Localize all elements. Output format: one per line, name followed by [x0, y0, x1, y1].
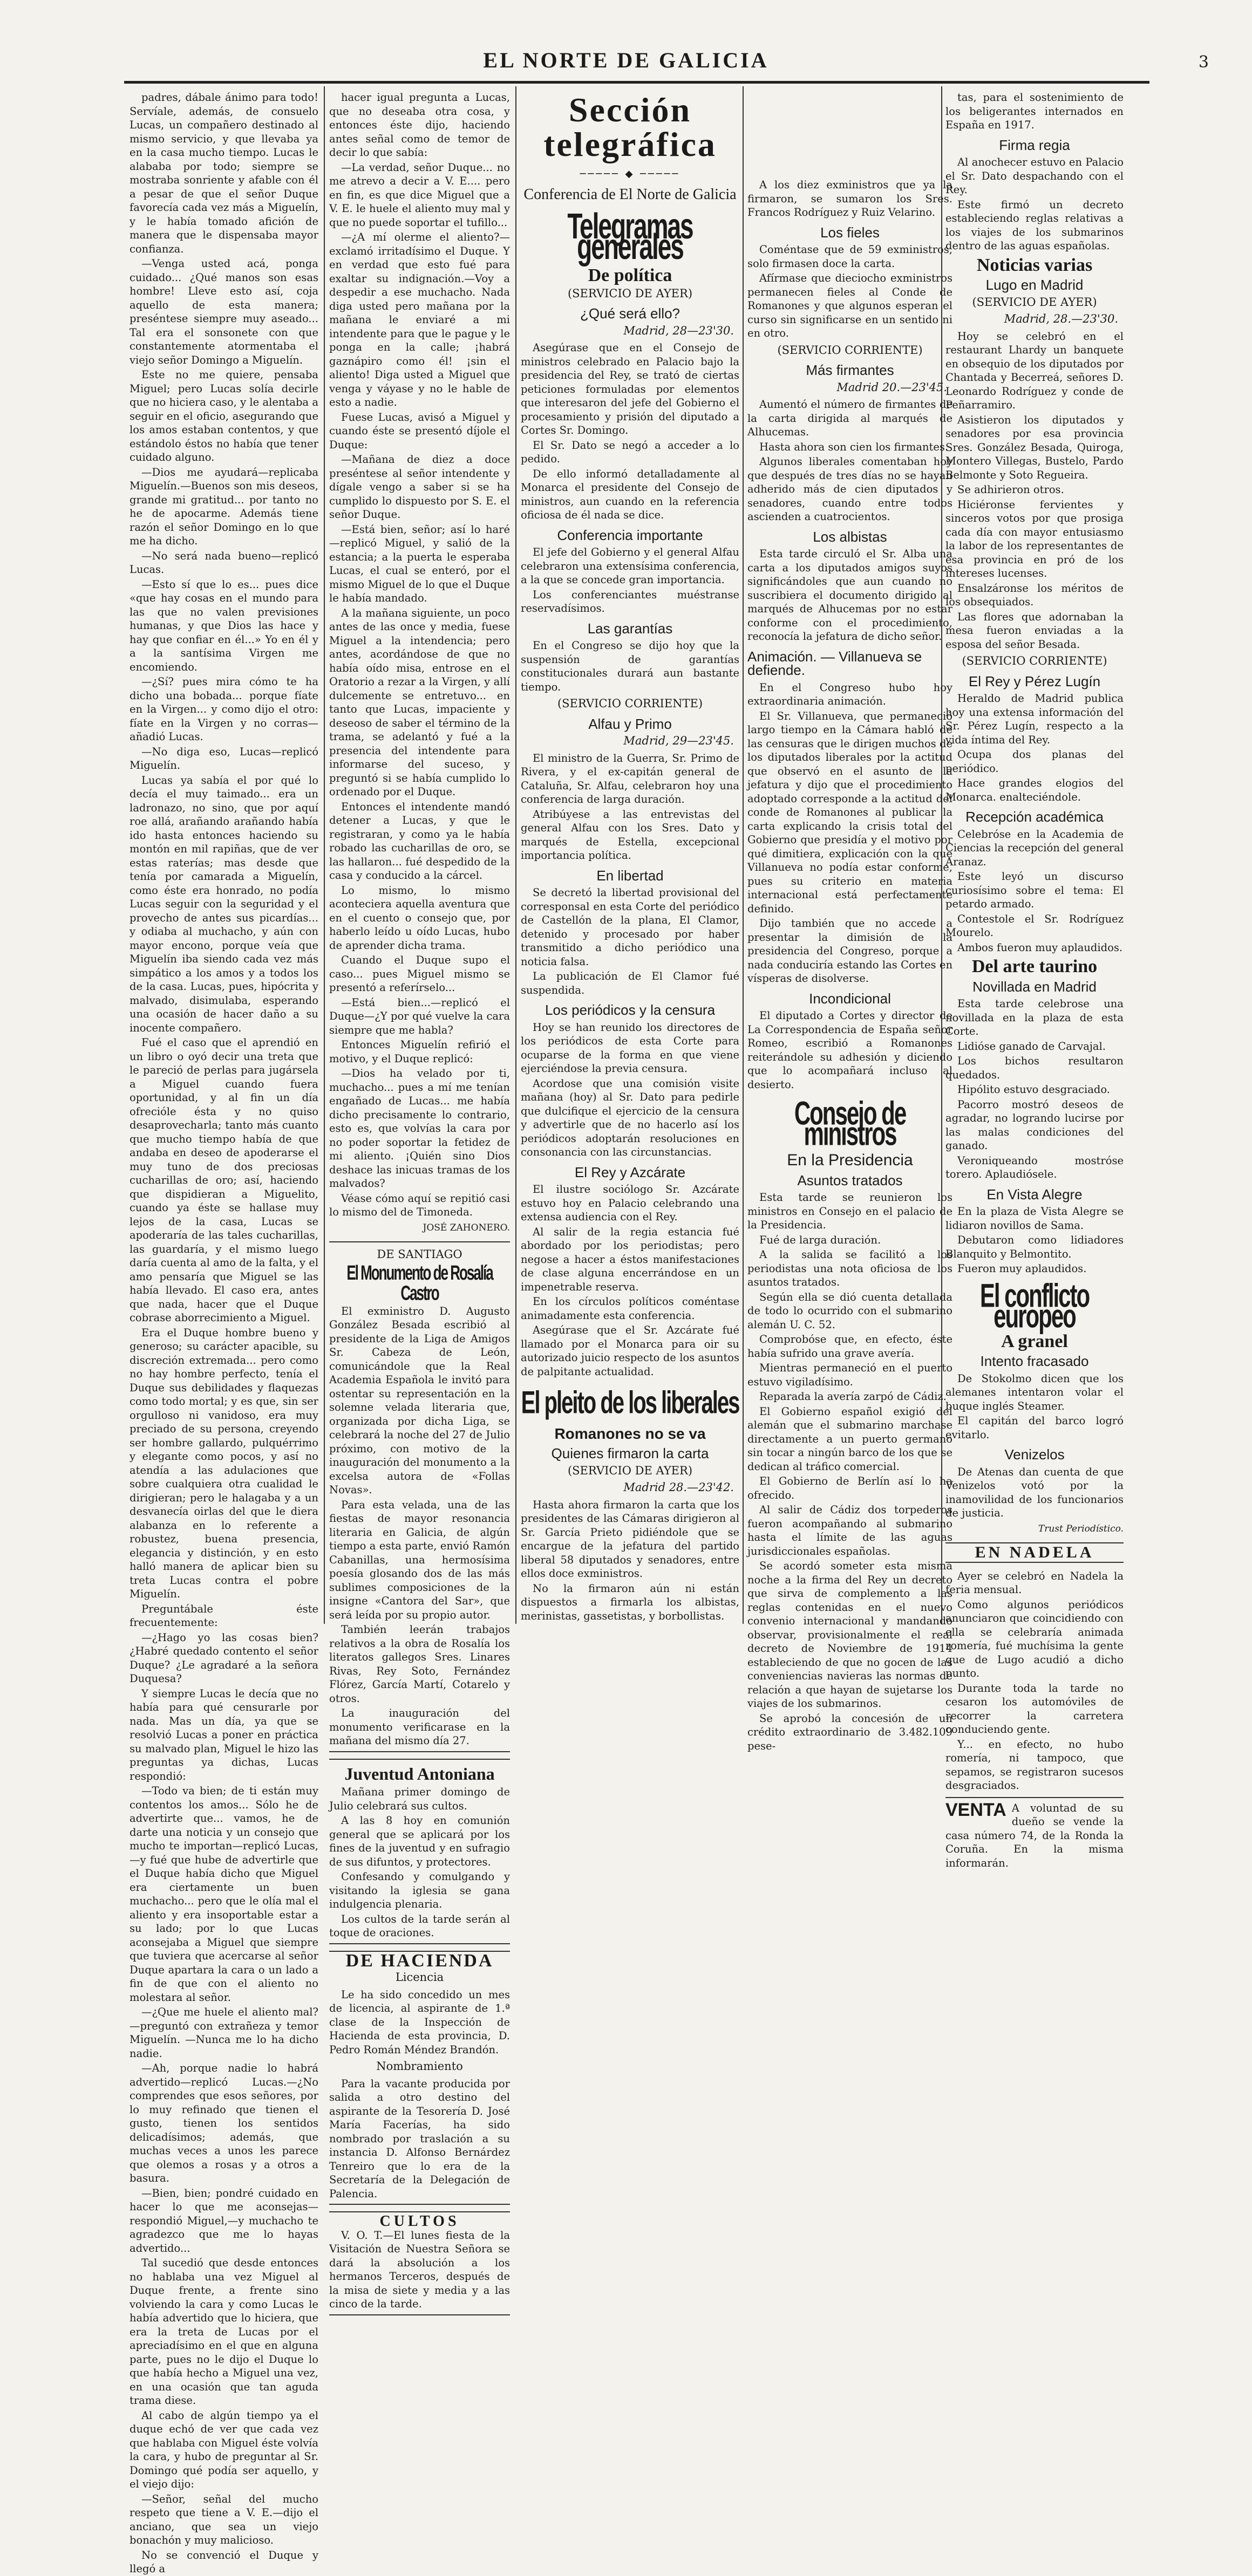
section-kicker: DE SANTIAGO: [377, 1248, 462, 1261]
paragraph: El diputado a Cortes y director de La Correspondencia de España señor Romeo, escribió a Romanones reiterándole su adhesión y diciendo que lo acompañará incluso al desierto.: [747, 1009, 952, 1091]
paragraph: Los conferenciantes muéstranse reservadísimos.: [521, 588, 739, 614]
column-divider: [743, 86, 744, 1624]
article-headline: Del arte taurino: [971, 956, 1098, 976]
article-headline: Juventud Antoniana: [344, 1764, 495, 1784]
article-headline: CULTOS: [379, 2213, 460, 2230]
column-1: [130, 91, 318, 2575]
paragraph: padres, dábale ánimo para todo! Servíale, además, de consuelo Lucas, un compañero destinado al mismo servicio, y que llevaba ya en la casa mucho tiempo. Lucas le alababa por todo; siempre se mostraba sonriente y afable con él a pesar de que el señor Duque favorecía cada vez más a Miguelín, y le había tomado afición de manera que le dispensaba mayor confianza.: [130, 91, 318, 255]
paragraph: Ensalzáronse los méritos de los obsequiados.: [945, 582, 1124, 608]
venta-ad: [945, 1797, 1124, 1870]
service-tag: (SERVICIO CORRIENTE): [557, 697, 703, 710]
paragraph: En la plaza de Vista Alegre se lidiaron novillos de Sama.: [945, 1205, 1124, 1232]
paragraph: Ayer se celebró en Nadela la feria mensual.: [945, 1569, 1124, 1596]
column-2: [329, 91, 510, 2310]
service-tag: (SERVICIO DE AYER): [567, 286, 693, 300]
paragraph: Véase cómo aquí se repitió casi lo mismo del de Timoneda.: [329, 1192, 510, 1218]
subheading: Firma regia: [999, 136, 1070, 153]
article-headline: EN NADELA: [975, 1543, 1094, 1561]
author-signature: JOSÉ ZAHONERO.: [423, 1222, 510, 1233]
paragraph: —Está bien...—replicó el Duque—¿Y por qué vuelve la cara siempre que me habla?: [329, 996, 510, 1036]
subheading: Recepción académica: [965, 809, 1104, 825]
subheading: En libertad: [596, 867, 664, 884]
section-title: Sección telegráfica: [543, 91, 717, 163]
cultos-section: [329, 2211, 510, 2315]
subheading: Asuntos tratados: [797, 1172, 903, 1188]
paragraph: A las 8 hoy en comunión general que se aplicará por los fines de la juventud y en sufragio de sus difuntos, y protectores.: [329, 1814, 510, 1868]
subheading: Novillada en Madrid: [972, 978, 1097, 995]
paragraph: Se adhirieron otros.: [957, 483, 1064, 496]
paragraph: —No será nada bueno—replicó Lucas.: [130, 549, 318, 576]
article-headline: De política: [588, 265, 672, 285]
subheading: Lugo en Madrid: [985, 277, 1084, 293]
paragraph: —Bien, bien; pondré cuidado en hacer lo que me aconsejas—respondió Miguel,—y muchacho te agradezco que me lo hayas advertido...: [130, 2186, 318, 2254]
agency-signature: Trust Periodístico.: [1038, 1523, 1124, 1534]
dateline: Madrid 28.—23'42.: [623, 1481, 734, 1494]
banner-headline: Consejo de ministros: [794, 1095, 906, 1152]
paragraph: Cuando el Duque supo el caso... pues Miguel mismo se presentó a referírselo...: [329, 954, 510, 994]
paragraph: —¿Hago yo las cosas bien? ¿Habré quedado contento el señor Duque? ¿Le agradaré a la señora Duquesa?: [130, 1631, 318, 1685]
subheading: Las garantías: [587, 620, 673, 637]
paragraph: El jefe del Gobierno y el general Alfau celebraron una extensísima conferencia, a la que se concede gran importancia.: [521, 546, 739, 586]
paragraph: El Sr. Villanueva, que permaneció largo tiempo en la Cámara habló de las censuras que le dirigen muchos de los diputados liberales por la actitud que observó en el asunto de la jefatura y dijo que el procedimiento adoptado corresponde a la actitud del conde de Romanones al publicar la carta explicando la crisis total del Gobierno que presidía y el motivo por qué dimitiera, explicación con la que Villanueva no podía estar conforme, pues su criterio en materia internacional está perfectamente definido.: [747, 709, 952, 915]
paragraph: Celebróse en la Academia de Ciencias la recepción del general Aranaz.: [945, 828, 1124, 868]
dateline: Madrid, 29—23'45.: [623, 734, 734, 747]
paragraph: —Ah, porque nadie lo habrá advertido—replicó Lucas.—¿No comprendes que esos señores, por lo muy refinado que tienen el gusto, tienen los sentidos delicadísimos; además, que muchas veces a unos les parece que olemos a rosas y a otros a basura.: [130, 2062, 318, 2184]
paragraph: Hasta ahora firmaron la carta que los presidentes de las Cámaras dirigieron al Sr. García Prieto pidiéndole que se encargue de la jefatura del partido liberal 58 diputados y senadores, entre ellos doce exministros.: [521, 1498, 739, 1580]
paragraph: La publicación de El Clamor fué suspendida.: [521, 970, 739, 996]
paragraph: Pacorro mostró deseos de agradar, no logrando lucirse por las malas condiciones del ganado.: [945, 1098, 1124, 1152]
paragraph: Aumentó el número de firmantes de la carta dirigida al marqués de Alhucemas.: [747, 398, 952, 438]
paragraph: Al salir de la regia estancia fué abordado por los periodistas; pero negose a hacer a éstos manifestaciones de clase alguna encerrándose en un impenetrable reserva.: [521, 1225, 739, 1293]
paragraph: —Todo va bien; de ti están muy contentos los amos... Sólo he de advertirte que... vamos, he de darte una noticia y un consejo que mucho te importan—replicó Lucas,—y fué que hube de advertirle que el Duque había dicho que Miguel era ciertamente un buen muchacho... pero que le olía mal el aliento y era insoportable estar a su lado; por lo que Lucas aconsejaba a Miguel que siempre que tuviera que acercarse al señor Duque apartara la cara o un lado a fin de que con el aliento no molestara al señor.: [130, 1785, 318, 2004]
nadela-section: [945, 1542, 1124, 1563]
paragraph: Esta tarde circuló el Sr. Alba una carta a los diputados amigos suyos significándoles que aun cuando no suscribiera el documento dirigido al marqués de Alhucemas por no estar conforme con el procedimiento, reconocía la jefatura de dicho señor.: [747, 548, 952, 643]
paragraph: Fué el caso que el aprendió en un libro o oyó decir una treta que le pareció de perlas para jugársela a Miguel cuando fuera oportunidad, y al fin un día ofrecióle ésta y no quiso desaprovecharla; tanto más cuanto que mucho tiempo había de que andaba en deseo de apoderarse el muy tuno de dos preciosas cucharillas de oro; así, haciendo que dispidieran a Miguelito, cuando ya éste se hallase muy lejos de la casa, Lucas se apoderaría de las tales cucharillas, las guardaría, y el mismo luego daría cuenta al amo de la falta, y el amo pensaría que Miguel se las había llevado. El caso era, antes que nada, hacer que el Duque cobrase aborrecimiento a Miguel.: [130, 1036, 318, 1324]
subheading: En Vista Alegre: [986, 1186, 1083, 1202]
masthead: [0, 43, 1252, 81]
paragraph: Y... en efecto, no hubo romería, ni tampoco, que sepamos, se registraron sucesos desgraciados.: [945, 1738, 1124, 1792]
paragraph: El ministro de la Guerra, Sr. Primo de Rivera, y el ex-capitán general de Cataluña, Sr. Alfau, celebraron hoy una conferencia de larga duración.: [521, 751, 739, 805]
paragraph: Este no me quiere, pensaba Miguel; pero Lucas solía decirle que no hiciera caso, y le alentaba a seguir en el oficio, asegurando que los amos estaban contentos, y que estándolo éstos no había que tener cuidado alguno.: [130, 368, 318, 463]
paragraph: Fuese Lucas, avisó a Miguel y cuando éste se presentó díjole el Duque:: [329, 411, 510, 451]
paragraph: Dijo también que no accede a presentar la dimisión de la presidencia del Congreso, porque a nada conduciría estando las Cortes en vísperas de disolverse.: [747, 917, 952, 985]
column-4: [747, 178, 952, 1752]
paragraph: —¿Que me huele el aliento mal?—preguntó con extrañeza y temor Miguelín. —Nunca me lo ha dicho nadie.: [130, 2006, 318, 2060]
paragraph: Comprobóse que, en efecto, éste había sufrido una grave avería.: [747, 1333, 952, 1359]
service-tag: (SERVICIO CORRIENTE): [777, 343, 923, 357]
paragraph: Al salir de Cádiz dos torpederos fueron acompañando al submarino hasta el límite de las aguas jurisdiccionales españolas.: [747, 1504, 952, 1557]
subheading: Venizelos: [1004, 1446, 1065, 1463]
subheading: Licencia: [395, 1971, 444, 1984]
paragraph: V. O. T.—El lunes fiesta de la Visitación de Nuestra Señora se dará la absolución a los hermanos Terceros, después de la misa de siete y media y a las cinco de la tarde.: [329, 2229, 510, 2310]
subheading: Alfau y Primo: [588, 715, 672, 732]
paragraph: El capitán del barco logró evitarlo.: [945, 1415, 1124, 1441]
paragraph: —Mañana de diez a doce preséntese al señor intendente y dígale vengo a saber si se ha cumplido lo dispuesto por S. E. el señor Duque.: [329, 453, 510, 521]
paragraph: Lucas ya sabía el por qué lo decía el muy taimado... era un ladronazo, no sino, que por aquí roe allá, arañando arañando había ido hasta entonces haciendo su montón en mil rapiñas, que de ver estas raterías; mas desde que tenía por camarada a Miguelín, como éste era honrado, no podía Lucas seguir con la seguridad y el provecho de antes sus picardías... y odiaba al muchacho, y aún con mayor encono, porque veía que Miguelín iba siendo cada vez más simpático a los amos y a todos los de la casa. Lucas, pues, hipócrita y malvado, disimulaba, esperando una ocasión de hacer daño a su inocente compañero.: [130, 774, 318, 1034]
service-tag: (SERVICIO DE AYER): [567, 1464, 693, 1477]
paragraph: Lidióse ganado de Carvajal.: [957, 1040, 1106, 1053]
venta-text: A voluntad de su dueño se vende la casa número 74, de la Ronda la Coruña. En la misma informarán.: [945, 1801, 1124, 1869]
paragraph: Según ella se dió cuenta detallada de todo lo ocurrido con el submarino alemán U. C. 52.: [747, 1290, 952, 1331]
paragraph: Contestole el Sr. Rodríguez Mourelo.: [945, 912, 1124, 939]
paragraph: Lo mismo, lo mismo aconteciera aquella aventura que en el cuento o consejo que, por haberlo leído u oído Lucas, hubo de aprender dicha trama.: [329, 884, 510, 952]
paragraph: —Dios me ayudará—replicaba Miguelín.—Buenos son mis deseos, grande mi gratitud... por tanto no he de apocarme. Además tiene razón el señor Domingo en lo que me ha dicho.: [130, 466, 318, 547]
paragraph: Coméntase que de 59 exministros, solo firmasen doce la carta.: [747, 243, 952, 270]
paragraph: Como algunos periódicos anunciaron que coincidiendo con ella se celebraría animada romería, fué muchísima la gente que de Lugo acudió a dicho punto.: [945, 1598, 1124, 1679]
paragraph: Debutaron como lidiadores Blanquito y Belmontito.: [945, 1234, 1124, 1260]
article-headline: Noticias varias: [976, 255, 1093, 275]
paragraph: Confesando y comulgando y visitando la iglesia se gana indulgencia plenaria.: [329, 1870, 510, 1910]
paragraph: Hipólito estuvo desgraciado.: [957, 1083, 1110, 1096]
banner-headline: Telegramas generales: [567, 206, 693, 267]
subheading: Intento fracasado: [980, 1353, 1089, 1369]
subheading: El Rey y Pérez Lugín: [968, 673, 1101, 689]
santiago-section: [329, 1241, 510, 1752]
paragraph: Fué de larga duración.: [759, 1233, 881, 1246]
paragraph: El Sr. Dato se negó a acceder a lo pedido.: [521, 439, 739, 465]
paragraph: Hasta ahora son cien los firmantes.: [759, 440, 949, 453]
paragraph: —Esto sí que lo es... pues dice «que hay cosas en el mundo para las que no valen previsiones humanas, y que Dios las hace y hay que confiar en él...» Yo en él y a la santísima Virgen me encomiendo.: [130, 578, 318, 673]
paragraph: A la salida se facilitó a los periodistas una nota oficiosa de los asuntos tratados.: [747, 1248, 952, 1288]
paragraph: Asegúrase que el Sr. Azcárate fué llamado por el Monarca para oir su autorizado juicio respecto de los asuntos de palpitante actualidad.: [521, 1324, 739, 1378]
paragraph: —Dios ha velado por ti, muchacho... pues a mí me tenían engañado de Lucas... me había dicho precisamente lo contrario, esto es, que volvías la cara por no poder soportar la fetidez de mi aliento. ¡Quién sino Dios deshace las inicuas tramas de los malvados?: [329, 1067, 510, 1190]
subheading: Los periódicos y la censura: [545, 1002, 716, 1018]
paragraph: Se acordó someter esta misma noche a la firma del Rey un decreto que sirva de complemento a las reglas contenidas en el nuevo convenio internacional y mandando observar, provisionalmente el real decreto de Noviembre de 1914 estableciendo de que no gocen de las conveniencias navieras las normas de relación a que hayan de sujetarse los viajes de los submarinos.: [747, 1560, 952, 1710]
subheading: Más firmantes: [806, 362, 894, 378]
paragraph: Acordose que una comisión visite mañana (hoy) al Sr. Dato para pedirle que dulcifique el ejercicio de la censura y advertirle que de no hacerlo así los periódicos adoptarán resoluciones en consonancia con las circunstancias.: [521, 1077, 739, 1158]
paragraph: Reparada la avería zarpó de Cádiz.: [759, 1390, 947, 1403]
paragraph: La inauguración del monumento verificarase en la mañana del mismo día 27.: [329, 1707, 510, 1747]
paragraph: El Gobierno de Berlín así lo ha ofrecido.: [747, 1475, 952, 1501]
paragraph: A la mañana siguiente, un poco antes de las once y media, fuese Miguel a la intendencia; pero antes, acordándose de que no había oído misa, entrose en el Oratorio a rezar a la Virgen, y allí dulcemente se entretuvo... en tanto que Lucas, impaciente y deseoso de saber el término de la trama, se adelantó y fué a la presencia del intendente para informarse del suceso, y preguntó si se había cumplido lo ordenado por el Duque.: [329, 606, 510, 798]
service-tag: (SERVICIO DE AYER): [972, 295, 1097, 309]
paragraph: Este firmó un decreto estableciendo reglas relativas a los viajes de los submarinos dentro de las aguas españolas.: [945, 198, 1124, 252]
dateline: Madrid, 28—23'30.: [623, 324, 734, 337]
paragraph: Al cabo de algún tiempo ya el duque echó de ver que cada vez que hablaba con Miguel éste volvía la cara, y hubo de preguntar al Sr. Domingo qué podía ser aquello, y el viejo dijo:: [130, 2409, 318, 2490]
paragraph: Atribúyese a las entrevistas del general Alfau con los Sres. Dato y marqués de Estella, excepcional importancia política.: [521, 808, 739, 862]
paragraph: Hace grandes elogios del Monarca. enalteciéndole.: [945, 777, 1124, 803]
paragraph: Se aprobó la concesión de un crédito extraordinario de 3.482.109 pese-: [747, 1712, 952, 1752]
paragraph: —Está bien, señor; así lo haré—replicó Miguel, y salió de la estancia; a la puerta le esperaba Lucas, el cual se enteró, por el mismo Miguel de lo que el Duque le había mandado.: [329, 523, 510, 604]
hacienda-section: [329, 1951, 510, 2205]
paragraph: Este leyó un discurso curiosísimo sobre el tema: El petardo armado.: [945, 870, 1124, 910]
paragraph: Era el Duque hombre bueno y generoso; su carácter apacible, su discreción extremada... pero como no hay hombre perfecto, tenía el Duque sus debilidades y flaquezas como todo mortal; y es que, sin ser orgulloso ni vanidoso, era muy preciado de su persona, creyendo ser hombre gallardo, pulquérrimo y elegante como pocos, y así no atendía a las adulaciones que sobre cualquiera otra cualidad le dirigieran; pero le halagaba y a un desvanecía oirlas del que le diera alabanza en lo referente a robustez, buena presencia, elegancia y distinción, y en esto halló manera de aplicar bien su treta Lucas contra el pobre Miguelín.: [130, 1326, 318, 1600]
paragraph: De Atenas dan cuenta de que Venizelos votó por la inamovilidad de los funcionarios de justicia.: [945, 1465, 1124, 1519]
paragraph: Los cultos de la tarde serán al toque de oraciones.: [329, 1912, 510, 1939]
paragraph: No se convenció el Duque y llegó a: [130, 2548, 318, 2575]
paragraph: De ello informó detalladamente al Monarca el presidente del Consejo de ministros, aun cuando en la referencia oficiosa de él nada se dice.: [521, 467, 739, 521]
paragraph: Ocupa dos planas del periódico.: [945, 748, 1124, 775]
column-3: [521, 91, 739, 1623]
paragraph: En el Congreso se dijo hoy que la suspensión de garantías constitucionales durará aun bastante tiempo.: [521, 639, 739, 693]
paragraph: No la firmaron aún ni están dispuestos a firmarla los albistas, merinistas, gassetistas, y borbollistas.: [521, 1582, 739, 1622]
banner-headline: El pleito de los liberales: [521, 1385, 739, 1420]
paragraph: Tal sucedió que desde entonces no hablaba una vez Miguel al Duque frente, a frente sino volviendo la cara y como Lucas le había advertido que lo hiciera, que era la treta de Lucas por el apreciadísimo en el que en alguna parte, pues no le dijo el Duque lo que había hecho a Miguel una vez, en una ocasión que tan aguda trama diese.: [130, 2257, 318, 2407]
paragraph: —Señor, señal del mucho respeto que tiene a V. E.—dijo el anciano, que sea un viejo bonachón y muy malicioso.: [130, 2492, 318, 2546]
subheading: Los fieles: [820, 224, 880, 241]
paragraph: Hiciéronse fervientes y sinceros votos por que prosiga cada día con mayor entusiasmo la labor de los representantes de esa provincia en pró de los intereses lucenses.: [945, 498, 1124, 579]
paragraph: Fueron muy aplaudidos.: [957, 1262, 1087, 1275]
paragraph: El exministro D. Augusto González Besada escribió al presidente de la Liga de Amigos Sr. Cabeza de León, comunicándole que la Real Academia Española le invitó para ostentar su representación en la solemne velada literaria que, organizada por dicha Liga, se celebrará la noche del 27 de Julio próximo, con motivo de la inauguración del monumento a la excelsa autora de «Follas Novas».: [329, 1304, 510, 1496]
paragraph: Hoy se celebró en el restaurant Lhardy un banquete en obsequio de los diputados por Chantada y Becerreá, señores D. Leonardo Rodríguez y conde de Peñarramiro.: [945, 330, 1124, 411]
paragraph: En el Congreso hubo hoy extraordinaria animación.: [747, 681, 952, 707]
column-5: [945, 91, 1124, 1869]
subheading: Conferencia importante: [557, 527, 703, 543]
paragraph: hacer igual pregunta a Lucas, que no deseaba otra cosa, y entonces éste dijo, haciendo antes señal como de temor de decir lo que sabía:: [329, 91, 510, 159]
paragraph: Veroniqueando mostróse torero. Aplaudiósele.: [945, 1154, 1124, 1180]
venta-word: VENTA: [945, 1799, 1006, 1820]
subheading: Romanones no se va: [554, 1425, 706, 1442]
paragraph: Heraldo de Madrid publica hoy una extensa información del Sr. Pérez Lugín, respecto a la vida íntima del Rey.: [945, 692, 1124, 746]
subheading: Los albistas: [813, 528, 887, 545]
paragraph: El ilustre sociólogo Sr. Azcárate estuvo hoy en Palacio celebrando una extensa audiencia con el Rey.: [521, 1183, 739, 1223]
article-headline: A granel: [1001, 1331, 1068, 1351]
paragraph: También leerán trabajos relativos a la obra de Rosalía los literatos gallegos Sres. Linares Rivas, Rey Soto, Fernández Flórez, García Martí, Cotarelo y otros.: [329, 1623, 510, 1705]
newspaper-title: EL NORTE DE GALICIA: [483, 48, 769, 72]
paragraph: Las flores que adornaban la mesa fueron enviadas a la esposa del señor Besada.: [945, 610, 1124, 651]
ornament-divider: ───── ◆ ─────: [580, 168, 681, 180]
paragraph: Asegúrase que en el Consejo de ministros celebrado en Palacio bajo la presidencia del Rey, se trató de ciertas peticiones formuladas por elementos que interesaron del jefe del Gobierno el procesamiento y prisión del diputado a Cortes Sr. Domingo.: [521, 341, 739, 436]
paragraph: Los bichos resultaron quedados.: [945, 1055, 1124, 1081]
article-headline: DE HACIENDA: [345, 1950, 494, 1971]
service-tag: (SERVICIO CORRIENTE): [962, 654, 1107, 667]
column-divider: [324, 86, 325, 1624]
subheading: El Rey y Azcárate: [574, 1164, 686, 1180]
top-rule: [124, 81, 1149, 84]
paragraph: Mientras permaneció en el puerto estuvo vigiladísimo.: [747, 1362, 952, 1388]
conference-line: Conferencia de El Norte de Galicia: [523, 186, 737, 203]
banner-headline: El conflicto europeo: [979, 1277, 1090, 1334]
article-headline: El Monumento de Rosalía Castro: [346, 1260, 493, 1304]
paragraph: Y siempre Lucas le decía que no había para qué censurarle por nada. Mas un día, ya que se resolvió Lucas a poner en práctica su malvado plan, Miguel le hizo las preguntas ya dichas, Lucas respondió:: [130, 1687, 318, 1782]
paragraph: —No diga eso, Lucas—replicó Miguelín.: [130, 745, 318, 771]
paragraph: El Gobierno español exigió del alemán que el submarino marchase directamente a un puerto germano sin tocar a ningún barco de los que se dedican al tráfico comercial.: [747, 1405, 952, 1473]
subheading: En la Presidencia: [787, 1151, 913, 1169]
paragraph: Esta tarde celebrose una novillada en la plaza de esta Corte.: [945, 997, 1124, 1037]
subheading: Quienes firmaron la carta: [551, 1445, 709, 1461]
paragraph: Esta tarde se reunieron los ministros en Consejo en el palacio de la Presidencia.: [747, 1191, 952, 1231]
paragraph: Asistieron los diputados y senadores por esa provincia Sres. González Besada, Quiroga, Montero Villegas, Bustelo, Pardo Belmonte y Soto Regueira.: [945, 413, 1124, 481]
paragraph: Algunos liberales comentaban hoy que después de tres días no se hayan adherido más de cien diputados y senadores, cuando entre todos ascienden a cuatrocientos.: [747, 455, 952, 523]
paragraph: Afírmase que dieciocho exministros permanecen fieles al Conde de Romanones y que algunos esperan el curso sin significarse en un sentido ni en otro.: [747, 272, 952, 339]
paragraph: A los diez exministros que ya la firmaron, se sumaron los Sres. Francos Rodríguez y Ruiz Velarino.: [747, 179, 952, 218]
paragraph: Ambos fueron muy aplaudidos.: [957, 941, 1123, 954]
paragraph: —Venga usted acá, ponga cuidado... ¿Qué manos son esas hombre! Lleve esto así, coja aquello de esta manera; preséntese siempre muy aseado... Tal era el sonsonete con que constantemente atormentaba el viejo señor Domingo a Miguelín.: [130, 257, 318, 366]
subheading: ¿Qué será ello?: [580, 305, 680, 322]
paragraph: Para esta velada, una de las fiestas de mayor resonancia literaria en Galicia, de algún tiempo a esta parte, envió Ramón Cabanillas, una hermosísima poesía glosando dos de las más sublimes composiciones de la insigne «Cantora del Sar», que será leída por su propio autor.: [329, 1498, 510, 1621]
paragraph: Entonces el intendente mandó detener a Lucas, y que le registraran, y como ya le había robado las cucharillas de oro, se las hallaron... fué despedido de la casa y conducido a la cárcel.: [329, 800, 510, 882]
paragraph: Durante toda la tarde no cesaron los automóviles de recorrer la carretera conduciendo gente.: [945, 1682, 1124, 1735]
column-divider: [515, 86, 516, 1624]
paragraph: Se decretó la libertad provisional del corresponsal en esta Corte del periódico de Castellón de la plana, El Clamor, detenido y procesado por haber transmitido a dicho periódico una noticia falsa.: [521, 886, 739, 968]
juventud-section: [329, 1759, 510, 1944]
paragraph: tas, para el sostenimiento de los beligerantes internados en España en 1917.: [945, 91, 1124, 131]
paragraph: Entonces Miguelín refirió el motivo, y el Duque replicó:: [329, 1038, 510, 1065]
subheading: Nombramiento: [376, 2060, 463, 2073]
dateline: Madrid 20.—23'45.: [836, 380, 947, 394]
paragraph: Mañana primer domingo de Julio celebrará sus cultos.: [329, 1786, 510, 1812]
page-number: 3: [1198, 53, 1209, 72]
paragraph: Al anochecer estuvo en Palacio el Sr. Dato despachando con el Rey.: [945, 156, 1124, 196]
paragraph: Preguntábale éste frecuentemente:: [130, 1602, 318, 1629]
paragraph: De Stokolmo dicen que los alemanes intentaron volar el buque inglés Steamer.: [945, 1372, 1124, 1412]
paragraph: Le ha sido concedido un mes de licencia, al aspirante de 1.ª clase de la Inspección de Hacienda de esta provincia, D. Pedro Román Méndez Brandón.: [329, 1988, 510, 2056]
paragraph: Para la vacante producida por salida a otro destino del aspirante de la Tesorería D. José María Facerías, ha sido nombrado por traslación a su instancia D. Alfonso Bernárdez Tenreiro que lo era de la Secretaría de la Delegación de Palencia.: [329, 2077, 510, 2200]
subheading: Incondicional: [809, 990, 891, 1007]
paragraph: En los círculos políticos coméntase animadamente esta conferencia.: [521, 1295, 739, 1322]
paragraph: Hoy se han reunido los directores de los periódicos de esta Corte para ocuparse de la forma en que viene ejerciéndose la previa censura.: [521, 1021, 739, 1075]
paragraph: —¿A mí olerme el aliento?—exclamó irritadísimo el Duque. Y en verdad que esto fué para exaltar su indignación.—Voy a despedir a ese muchacho. Nada diga usted pero mañana por la mañana le enviaré a mi intendente para que le pague y le ponga en la calle; ¡habrá gaznápiro como él! ¡sin el aliento! Diga usted a Miguel que venga y váyase y no le hable de esto a nadie.: [329, 231, 510, 408]
paragraph: —La verdad, señor Duque... no me atrevo a decir a V. E.... pero en fin, es que dice Miguel que a V. E. le huele el aliento muy mal y que no puede soportar el tufillo...: [329, 161, 510, 229]
subheading: Animación. — Villanueva se defiende.: [747, 648, 922, 678]
dateline: Madrid, 28.—23'30.: [1004, 312, 1118, 325]
paragraph: —¿Sí? pues mira cómo te ha dicho una bobada... porque fíate en la Virgen... y como dijo el otro: fíate en la Virgen y no corras—añadió Lucas.: [130, 675, 318, 743]
